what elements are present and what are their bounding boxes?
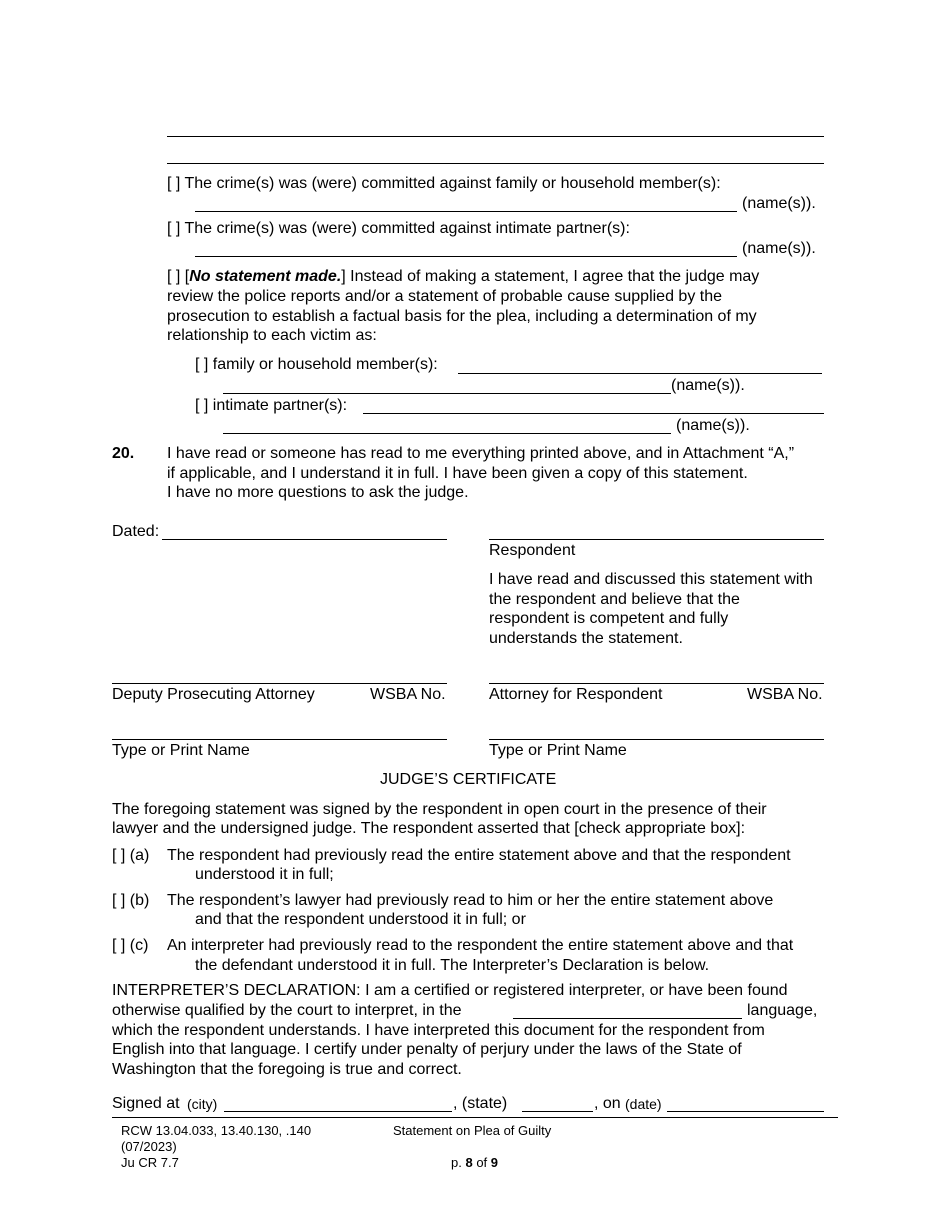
on-label: , on bbox=[594, 1095, 621, 1112]
option-b-checkbox[interactable]: [ ] (b) bbox=[112, 892, 150, 909]
sub-partner-line[interactable] bbox=[363, 413, 824, 414]
interpreter-line-3: which the respondent understands. I have interpreted this document for the respondent from bbox=[112, 1022, 765, 1039]
sub-partner-checkbox[interactable]: [ ] intimate partner(s): bbox=[195, 397, 348, 414]
option-b-line-1: The respondent’s lawyer had previously read to him or her the entire statement above bbox=[167, 892, 774, 909]
names-suffix: (name(s)). bbox=[742, 240, 816, 257]
dated-line[interactable] bbox=[162, 539, 447, 540]
blank-line bbox=[167, 163, 824, 164]
footer-rule-number: Ju CR 7.7 bbox=[121, 1155, 179, 1170]
city-line[interactable] bbox=[224, 1111, 452, 1112]
attorney-name-line[interactable] bbox=[489, 739, 824, 740]
intimate-partner-checkbox-line[interactable]: [ ] The crime(s) was (were) committed against intimate partner(s): bbox=[167, 220, 630, 237]
interpreter-line-5: Washington that the foregoing is true and correct. bbox=[112, 1061, 462, 1078]
section20-line-3: I have no more questions to ask the judge. bbox=[167, 484, 469, 501]
attorney-statement-4: understands the statement. bbox=[489, 630, 683, 647]
family-member-checkbox-line[interactable]: [ ] The crime(s) was (were) committed against family or household member(s): bbox=[167, 175, 721, 192]
certificate-intro-2: lawyer and the undersigned judge. The respondent asserted that [check appropriate box]: bbox=[112, 820, 746, 837]
no-statement-bold: No statement made. bbox=[189, 268, 342, 285]
type-print-name-label: Type or Print Name bbox=[489, 742, 627, 759]
section20-line-2: if applicable, and I understand it in full. I have been given a copy of this statement. bbox=[167, 465, 748, 482]
names-suffix: (name(s)). bbox=[671, 377, 745, 394]
state-label: , (state) bbox=[453, 1095, 508, 1112]
interpreter-line-4: English into that language. I certify under penalty of perjury under the laws of the State of bbox=[112, 1041, 742, 1058]
option-b-line-2: and that the respondent understood it in full; or bbox=[195, 911, 526, 928]
blank-line bbox=[167, 136, 824, 137]
dated-label: Dated: bbox=[112, 523, 160, 540]
sub-family-line-2[interactable] bbox=[223, 393, 671, 394]
attorney-signature-line[interactable] bbox=[489, 683, 824, 684]
footer-document-title: Statement on Plea of Guilty bbox=[393, 1123, 552, 1138]
date-label: (date) bbox=[625, 1096, 662, 1112]
interpreter-line-2a: otherwise qualified by the court to interpret, in the bbox=[112, 1002, 462, 1019]
attorney-statement-1: I have read and discussed this statement with bbox=[489, 571, 813, 588]
footer-revision: (07/2023) bbox=[121, 1139, 177, 1154]
prosecutor-name-line[interactable] bbox=[112, 739, 447, 740]
sub-family-checkbox[interactable]: [ ] family or household member(s): bbox=[195, 356, 438, 373]
state-line[interactable] bbox=[522, 1111, 593, 1112]
option-c-checkbox[interactable]: [ ] (c) bbox=[112, 937, 149, 954]
deputy-prosecutor-label: Deputy Prosecuting Attorney bbox=[112, 686, 315, 703]
names-suffix: (name(s)). bbox=[676, 417, 750, 434]
wsba-label: WSBA No. bbox=[747, 686, 823, 703]
judges-certificate-title: JUDGE’S CERTIFICATE bbox=[380, 771, 557, 788]
type-print-name-label: Type or Print Name bbox=[112, 742, 250, 759]
date-line[interactable] bbox=[667, 1111, 824, 1112]
family-names-line[interactable] bbox=[195, 211, 737, 212]
prosecutor-signature-line[interactable] bbox=[112, 683, 447, 684]
attorney-statement-3: respondent is competent and fully bbox=[489, 610, 729, 627]
signed-at-label: Signed at bbox=[112, 1095, 180, 1112]
city-label: (city) bbox=[187, 1096, 218, 1112]
footer-page-number: p. 8 of 9 bbox=[451, 1155, 499, 1170]
no-statement-line-4: relationship to each victim as: bbox=[167, 327, 377, 344]
no-statement-line-2: review the police reports and/or a statement of probable cause supplied by the bbox=[167, 288, 722, 305]
interpreter-line-1: INTERPRETER’S DECLARATION: I am a certified or registered interpreter, or have been found bbox=[112, 982, 788, 999]
attorney-for-respondent-label: Attorney for Respondent bbox=[489, 686, 663, 703]
no-statement-checkbox[interactable]: [ ] [ bbox=[167, 268, 190, 285]
no-statement-paragraph-line[interactable] bbox=[167, 267, 759, 287]
respondent-signature-line[interactable] bbox=[489, 539, 824, 540]
interpreter-line-2b: language, bbox=[747, 1002, 818, 1019]
names-suffix: (name(s)). bbox=[742, 195, 816, 212]
no-statement-text: ] Instead of making a statement, I agree that the judge may bbox=[341, 268, 760, 285]
option-c-line-2: the defendant understood it in full. The Interpreter’s Declaration is below. bbox=[195, 957, 710, 974]
respondent-label: Respondent bbox=[489, 542, 576, 559]
partner-names-line[interactable] bbox=[195, 256, 737, 257]
certificate-intro-1: The foregoing statement was signed by the respondent in open court in the presence of their bbox=[112, 801, 767, 818]
sub-family-line[interactable] bbox=[458, 373, 822, 374]
attorney-statement-2: the respondent and believe that the bbox=[489, 591, 740, 608]
sub-partner-line-2[interactable] bbox=[223, 433, 671, 434]
wsba-label: WSBA No. bbox=[370, 686, 446, 703]
section20-line-1: I have read or someone has read to me everything printed above, and in Attachment “A,” bbox=[167, 445, 795, 462]
option-c-line-1: An interpreter had previously read to the respondent the entire statement above and that bbox=[167, 937, 794, 954]
option-a-line-1: The respondent had previously read the entire statement above and that the respondent bbox=[167, 847, 791, 864]
footer-rule bbox=[112, 1117, 838, 1118]
section-number: 20. bbox=[112, 445, 135, 462]
option-a-checkbox[interactable]: [ ] (a) bbox=[112, 847, 150, 864]
footer-rcw: RCW 13.04.033, 13.40.130, .140 bbox=[121, 1123, 312, 1138]
option-a-line-2: understood it in full; bbox=[195, 866, 334, 883]
language-line[interactable] bbox=[513, 1018, 742, 1019]
no-statement-line-3: prosecution to establish a factual basis for the plea, including a determination of my bbox=[167, 308, 757, 325]
